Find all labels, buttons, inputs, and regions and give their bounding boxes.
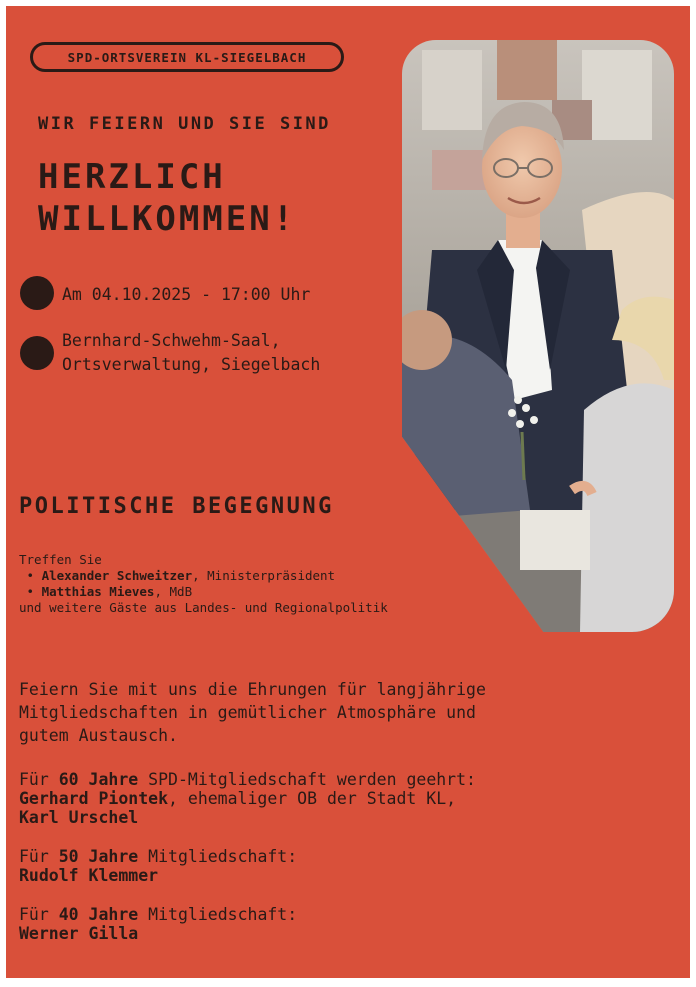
bullet-dot-date	[20, 276, 54, 310]
photo-illustration	[402, 40, 674, 632]
honor-suffix: Mitgliedschaft:	[138, 847, 298, 866]
honor-heading	[19, 905, 297, 924]
honor-years: 50 Jahre	[58, 847, 139, 866]
honoree	[19, 866, 297, 885]
honor-prefix: Für	[19, 905, 59, 924]
honor-heading	[19, 770, 476, 789]
honor-block-40	[19, 905, 297, 943]
honoree	[19, 808, 476, 827]
honor-block-50	[19, 847, 297, 885]
location-line-2: Ortsverwaltung, Siegelbach	[62, 355, 321, 374]
guest-name: Matthias Mieves	[41, 584, 155, 599]
event-location	[62, 329, 320, 377]
organization-name: SPD-ORTSVEREIN KL-SIEGELBACH	[67, 49, 307, 65]
honoree	[19, 789, 476, 808]
honoree-name: Werner Gilla	[19, 924, 139, 943]
guest-name: Alexander Schweitzer	[41, 568, 193, 583]
honoree-name: Gerhard Piontek	[19, 789, 169, 808]
celebration-line: Feiern Sie mit uns die Ehrungen für langjährige	[19, 680, 486, 699]
section-title-politics: POLITISCHE BEGEGNUNG	[19, 494, 334, 519]
honor-suffix: SPD-Mitgliedschaft werden geehrt:	[138, 770, 476, 789]
honoree	[19, 924, 297, 943]
headline-line-1: HERZLICH	[38, 157, 226, 197]
meet-outro: und weitere Gäste aus Landes- und Regionalpolitik	[19, 600, 388, 615]
honor-prefix: Für	[19, 770, 59, 789]
honor-block-60	[19, 770, 476, 827]
headline	[38, 156, 296, 240]
honor-prefix: Für	[19, 847, 59, 866]
event-poster	[6, 6, 690, 978]
event-photo	[402, 40, 674, 632]
honoree-detail: , ehemaliger OB der Stadt KL,	[168, 789, 457, 808]
guest-item: • Alexander Schweitzer, Ministerpräsident	[19, 568, 336, 583]
honor-suffix: Mitgliedschaft:	[138, 905, 298, 924]
celebration-line: Mitgliedschaften in gemütlicher Atmosphäre und	[19, 703, 476, 722]
bullet-dot-location	[20, 336, 54, 370]
location-line-1: Bernhard-Schwehm-Saal,	[62, 331, 281, 350]
honoree-name: Rudolf Klemmer	[19, 866, 159, 885]
event-date-time: Am 04.10.2025 - 17:00 Uhr	[62, 285, 311, 304]
meet-intro: Treffen Sie	[19, 552, 102, 567]
guest-item: • Matthias Mieves, MdB	[19, 584, 193, 599]
celebration-line: gutem Austausch.	[19, 726, 178, 745]
celebration-paragraph	[19, 678, 619, 747]
kicker-text: WIR FEIERN UND SIE SIND	[38, 114, 331, 134]
guest-role: , Ministerpräsident	[192, 568, 336, 583]
honor-heading	[19, 847, 297, 866]
meet-guests-block	[19, 552, 388, 616]
honor-years: 40 Jahre	[58, 905, 139, 924]
headline-line-2: WILLKOMMEN!	[38, 199, 297, 239]
honoree-name: Karl Urschel	[19, 808, 139, 827]
guest-role: , MdB	[154, 584, 193, 599]
organization-badge	[30, 42, 344, 72]
honor-years: 60 Jahre	[58, 770, 139, 789]
